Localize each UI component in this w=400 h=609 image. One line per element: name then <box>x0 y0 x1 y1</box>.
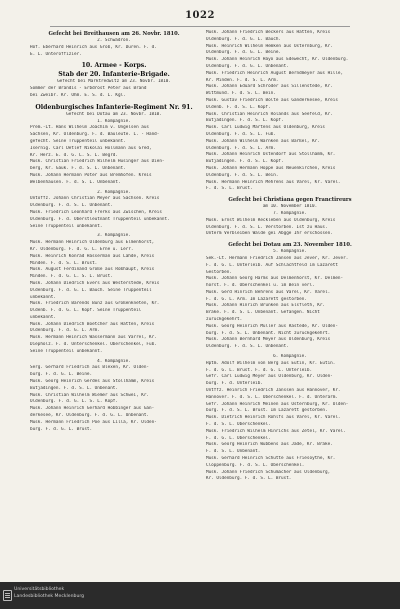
text-line: Musk. Gerhard Heinrich Schütte aus Friesoythe, Kr. <box>206 456 336 462</box>
text-line: Seine Truppenteil unbekannt. <box>30 348 103 354</box>
text-line: Musk. Georg Heinrich Müller aus Rastede, Kr. Olden- <box>206 323 338 329</box>
text-line: Oldenburg. F. d. S. L. Bein. <box>206 172 279 178</box>
text-line: Musk. Dietrich Heinrich Rohlfs aus Varel, Kr. Varel. <box>206 415 341 421</box>
text-line: Kr. Herz. E. d. G. L. S. L. Begrd. <box>30 152 118 158</box>
viewer-footer <box>0 582 400 609</box>
text-line: Untffz. Heinrich Friedrich Janssen aus Hannover, Kr. <box>206 388 341 394</box>
text-line: F. d. S. L. Oberschenkel. <box>206 422 271 428</box>
left-column <box>30 30 198 433</box>
text-line: Musk. Johann Hinrich Brunken aus Elsfleth, Kr. <box>206 303 325 309</box>
text-line: derkesee, Kr. Oldenburg. F. d. G. L. Unbenant. <box>30 413 149 419</box>
text-line: F. d. G. L. Arm. Im Lazarett gestorben. <box>206 296 307 302</box>
text-line: Minden. F. d. S. L. Brust. <box>30 260 98 266</box>
text-line: Hptm. Adolf Wilhelm von Berg aus Eutin, Kr. Eutin. <box>206 360 336 366</box>
section-heading: Gefecht bei Dotau am 23. Novbr. 1810. <box>66 111 162 117</box>
text-line: Untoffz. Johann Christian Meyer aus Sachsen. Kreis <box>30 196 160 202</box>
text-line: Welbenhausen. F. d. S. L. Unbenant. <box>30 179 121 185</box>
text-line: Oldenburg. F. d. G. L. Bauch. Seine Truppenteil <box>30 287 152 293</box>
text-line: Oldenburg. F. d. G. L. Beine. <box>206 50 282 56</box>
text-line: Musk. Heinrich Konrad Hasserman aus Lahde, Kreis <box>30 253 155 259</box>
text-line: Sek.-Lt. Hermann Friedrich Jansen aus Jever, Kr. Jever. <box>206 255 349 261</box>
text-line: Musk. Johann Friedrich Beckers aus Hatten, Kreis <box>206 30 331 35</box>
section-heading: am 10. November 1810. <box>262 204 318 210</box>
section-heading: 6. Kompagnie. <box>273 354 307 360</box>
text-line: Seine Truppenteil unbekannt. <box>30 223 103 229</box>
text-line: Musk. Carl Ludwig Martens aus Oldenburg, Kreis <box>206 125 325 131</box>
text-line: burg. F. d. S. L. Unbenant. Nicht zurückgekehrt. <box>206 330 331 336</box>
text-line: Butjadingen. F. d. S. L. Kopf. <box>206 118 284 124</box>
text-line: Hof. Eberhard Heinrich aus Groß, Kr. Düren. F. d. <box>30 44 157 50</box>
section-heading: 2. Schwadron. <box>97 38 131 43</box>
text-line: Gestorben. <box>206 269 232 275</box>
text-line: unbekannt. <box>30 294 56 300</box>
text-line: bei Zweibr. Kr. Ohm. E. S. d. L. Kgl. <box>30 92 126 98</box>
text-line: Musk. Johann Heinrich Hayo aus Edewecht, Kr. Oldenburg. <box>206 57 349 63</box>
section-heading: 10. Armee - Korps. <box>81 62 147 70</box>
text-line: Musk. Friedrich Wilhelm Hinrichs aus Zetel, Kr. Varel. <box>206 428 346 434</box>
text-line: F. d. S. L. Unbenant. <box>206 449 261 455</box>
text-line: Unterm Verbleiben Walde gei Abgge Ihr erschossen. <box>206 231 333 237</box>
text-line: Oldenburg. F. d. G. L. Unbenant. <box>206 63 289 69</box>
header-rule <box>50 26 350 27</box>
text-line: F. d. S. L. Brust. <box>206 186 253 192</box>
text-line: Musk. Heinrich Wilhelm Hemken aus Osternburg, Kr. <box>206 43 333 49</box>
text-line: berg, Kr. Gauk. F. d. S. L. Unbenant. <box>30 166 126 172</box>
text-line: Musk. Johann Diedrich Evers aus Westerstede, Kreis <box>30 280 160 286</box>
library-credit-line1: Universitätsbibliothek <box>14 587 65 592</box>
text-line: Musk. Hermann Heinrich Oldenburg aus Elmenhorst, <box>30 240 155 246</box>
text-line: E. L. Unteroffizier. <box>30 51 82 57</box>
text-line: Kr. Oldenburg. F. d. S. L. Brust. <box>206 476 292 482</box>
text-line: Oldenburg. F. d. S. L. Unbenant. <box>206 344 289 350</box>
text-line: Oldenburg. F. d. G. L. Bauch. <box>206 36 282 42</box>
text-line: Oldenburg. F. d. S. L. Arm. <box>206 145 276 151</box>
section-heading: 1. Kompagnie. <box>97 118 131 124</box>
section-heading: Stab der 20. Infanterie-Brigade. <box>58 71 170 79</box>
section-heading: 7. Kompagnie. <box>273 210 307 216</box>
library-credit-line2: Landesbibliothek Mecklenburg <box>14 593 85 599</box>
text-line: burg. F. d. G. L. Brust. <box>30 426 93 432</box>
text-line: Musk. Christian Heinrich Rolands aus Seefeld, Kr. <box>206 111 333 117</box>
text-line: Musk. Hermann Heinrich Mehrens aus Varel, Kr. Varel. <box>206 179 341 185</box>
section-heading: 2. Kompagnie. <box>97 189 131 195</box>
text-line: Diepholz. F. d. Unterschenkel. Oberschenkel, Fuß. <box>30 342 157 348</box>
text-line: F. d. G. L. Brust. F. d. G. L. Unterleib. <box>206 367 313 373</box>
text-line: burg. F. d. G. L. Beine. <box>30 372 93 378</box>
section-heading: 5. Kompagnie. <box>273 249 307 255</box>
text-line: Musk. Johann Heinrich Gerhard Hobbinger aus Gan- <box>30 406 155 412</box>
text-line: Musk. Johann Friedrich Schumacher aus Oldenburg, <box>206 469 331 475</box>
text-line: Oldenburg. F. d. Oberstleutnant Truppenteil unbekannt. <box>30 216 170 222</box>
text-line: Musk. Gerd Hinrich Behrens aus Varel, Kr. Varel. <box>206 289 331 295</box>
text-line: unbekannt. <box>30 314 56 320</box>
text-line: Cloppenburg. F. d. S. L. Oberschenkel. <box>206 462 305 468</box>
text-line: Minden. F. d. G. L. S. L. Brust. <box>30 274 113 280</box>
text-line: Oldenburg. F. d. G. L. S. L. Kopf. <box>30 399 118 405</box>
text-line: Gefr. Carl Ludwig Meyer aus Oldenburg, Kr. Olden- <box>206 374 333 380</box>
text-line: F. d. G. L. Unterleib. Auf Schlachtfeld im Lazarett <box>206 262 338 268</box>
text-line: Oldenburg. F. d. S. L. Unbenant. <box>30 203 113 209</box>
text-line: Musk. Johann Wilhelm Warnken aus Barßel, Kr. <box>206 138 320 144</box>
text-line: Musk. Christian Friedrich Wilhelm Husinger aus Dien- <box>30 159 165 165</box>
text-line: Musk. August Ferdinand Große aus Roßhaupt, Kreis <box>30 267 155 273</box>
text-line: Butjadingen. F. d. S. L. Kopf. <box>206 159 284 165</box>
text-line: Musk. Johann Eduard Schröder aus Sillenstede, Kr. <box>206 84 333 90</box>
text-line: Sommer der Brandis - Erbdrost Peter aus Brand <box>30 86 147 92</box>
text-line: Oldenburg. F. d. S. L. Fuß. <box>206 131 276 137</box>
section-heading: Gefecht bei Breithausen am 26. Novbr. 1810. <box>48 31 180 37</box>
text-line: Oldenburg. F. d. S. L. Verstorben. Ist zu Haus. <box>206 224 328 230</box>
text-line: Musk. Johann Hermann Pöter aus Bremhofen. Kreis <box>30 172 152 178</box>
section-heading: Oldenburgisches Infanterie-Regiment Nr. 91. <box>35 103 193 111</box>
right-column <box>206 30 374 483</box>
text-line: Sachsen, Kr. Oldenburg. F. d. Bauleute. L. - Hand- <box>30 132 160 138</box>
text-line: Musk. Christian Wilhelm Wiemer aus Schwei, Kr. <box>30 392 149 398</box>
text-line: Kr. Oldenburg. F. d. G. L. Erne u. Lerr. <box>30 246 134 252</box>
text-line: Musk. Gustav Friedrich Bolte aus Ganderkesee, Kreis <box>206 97 338 103</box>
text-line: Musk. Friedrich Barends Bünz aus Großenkneten, Kr. <box>30 301 160 307</box>
text-line: Brake. F. d. S. L. Unbenant. Gefangen. Nicht <box>206 310 320 316</box>
text-line: Oldenb. F. d. S. L. Kopf. <box>206 104 271 110</box>
text-line: Musk. Georg Heinrich Gerdes aus Stollhamm, Kreis <box>30 379 155 385</box>
section-heading: Gefecht bei Dotau am 23. November 1810. <box>228 242 352 249</box>
text-line: Wittmund. F. d. S. L. Bein. <box>206 91 276 97</box>
text-line: Hannover. F. d. S. L. Oberschenkel. F. d. Unterarm. <box>206 394 338 400</box>
text-line: Gefr. Johann Heinrich Meinen aus Osternburg, Kr. Olden- <box>206 401 349 407</box>
section-heading: Gefecht bei Christiana gegen Franctireurs <box>228 197 352 204</box>
section-heading: Gefecht bei Marktredwitz am 23. Novbr. 1810. <box>57 79 171 85</box>
text-line: Musk. Friedrich Heinrich August Berndmeyer aus Hille, <box>206 70 344 76</box>
text-line: Serg. Gerhard Friedrich aus Blexen, Kr. Olden- <box>30 365 149 371</box>
document-icon <box>3 590 12 601</box>
text-line: Butjadingen. F. d. S. L. Unbenant. <box>30 385 118 391</box>
text-line: Musk. Johann Bernhard Meyer aus Oldenburg, Kreis <box>206 337 331 343</box>
text-line: Prem.-Lt. Hans Wilhelm Joachim v. Ungelsen aus <box>30 125 149 131</box>
text-line: Musk. Johann Georg Harms aus Delmenhorst, Kr. Delmen- <box>206 276 344 282</box>
section-heading: 4. Kompagnie. <box>97 358 131 364</box>
text-line: Musk. Johann Heinrich Ostendorf aus Stollhamm, Kr. <box>206 152 336 158</box>
section-heading: 3. Kompagnie. <box>97 233 131 239</box>
text-line: gefecht. Seine Truppenteil unbekannt. <box>30 138 126 144</box>
text-line: Isernig. Carl Detlef Nikolai Hollmann aus Gred, <box>30 145 152 151</box>
text-line: Musk. Ernst Wilhelm Reckleben aus Oldenburg, Kreis <box>206 217 336 223</box>
text-line: burg. F. d. Unterleib. <box>206 381 263 387</box>
text-line: Oldenburg. F. d. G. L. Arm. <box>30 328 100 334</box>
text-line: horst. F. d. Oberschenkel u. im Bein verl. <box>206 283 315 289</box>
text-line: Musk. Hermann Friedrich Poe aus Lilla, Kr. Olden- <box>30 419 157 425</box>
text-line: Musk. Friedrich Leonhard Frerks aus Zwischen, Kreis <box>30 209 162 215</box>
text-line: Kr. Minden. F. d. S. L. Arm. <box>206 77 279 83</box>
text-line: F. d. G. L. Oberschenkel. <box>206 435 271 441</box>
text-line: burg. F. d. S. L. Brust. Im Lazarett gestorben. <box>206 408 328 414</box>
page-number: 1022 <box>185 10 215 21</box>
text-line: Musk. Johann Diedrich Boetcher aus Hatten, Kreis <box>30 321 155 327</box>
text-line: zurückgekehrt. <box>206 317 243 323</box>
library-credit <box>14 587 214 600</box>
text-line: Musk. Hermann Heinrich Wassermann aus Varrel, Kr. <box>30 335 157 341</box>
text-line: Musk. Georg Heinrich Wübbens aus Jade, Kr. Brake. <box>206 442 333 448</box>
text-line: Musk. Johann Hermann Hoppe aus Neuenkirchen, Kreis <box>206 165 336 171</box>
text-line: Oldenb. F. d. G. L. Kopf. Seine Truppenteil <box>30 308 142 314</box>
